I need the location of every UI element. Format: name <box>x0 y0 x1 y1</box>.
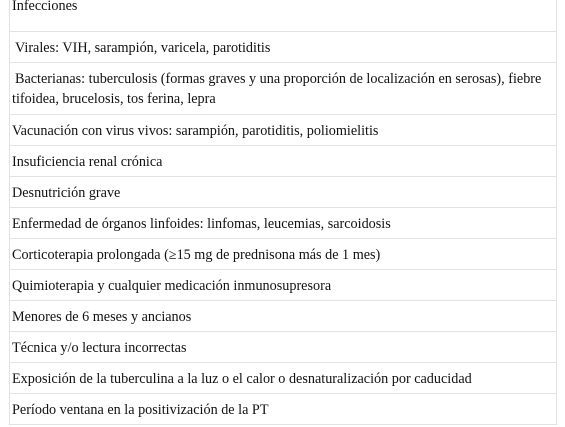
table-row <box>10 300 556 331</box>
row-text: Vacunación con virus vivos: sarampión, parotiditis, poliomielitis <box>12 123 379 139</box>
row-text: Período ventana en la positivización de la PT <box>12 402 269 418</box>
row-text: Insuficiencia renal crónica <box>12 154 163 170</box>
table-row <box>10 362 556 393</box>
row-text: Desnutrición grave <box>12 185 121 201</box>
row-text: Enfermedad de órganos linfoides: linfomas, leucemias, sarcoidosis <box>12 216 391 232</box>
row-text: Infecciones <box>12 0 78 14</box>
factors-table <box>9 0 557 425</box>
table-row <box>10 176 556 207</box>
table-row <box>10 145 556 176</box>
row-text: Bacterianas: tuberculosis (formas graves y una proporción de localización en serosas), fiebre tifoidea, brucelosis, tos ferina, lepra <box>12 71 542 107</box>
row-text: Menores de 6 meses y ancianos <box>12 309 192 325</box>
table-row <box>10 393 556 424</box>
table-row <box>10 331 556 362</box>
row-text: Corticoterapia prolongada (≥15 mg de prednisona más de 1 mes) <box>12 247 381 263</box>
table-row <box>10 0 556 31</box>
row-text: Técnica y/o lectura incorrectas <box>12 340 187 356</box>
table-row <box>10 269 556 300</box>
row-text: Exposición de la tuberculina a la luz o el calor o desnaturalización por caducidad <box>12 371 472 387</box>
row-text: Quimioterapia y cualquier medicación inmunosupresora <box>12 278 332 294</box>
table-row <box>10 62 556 114</box>
table-row <box>10 207 556 238</box>
table-row <box>10 238 556 269</box>
row-text: Virales: VIH, sarampión, varicela, parotiditis <box>15 40 271 56</box>
table-row <box>10 114 556 145</box>
table-row <box>10 31 556 62</box>
